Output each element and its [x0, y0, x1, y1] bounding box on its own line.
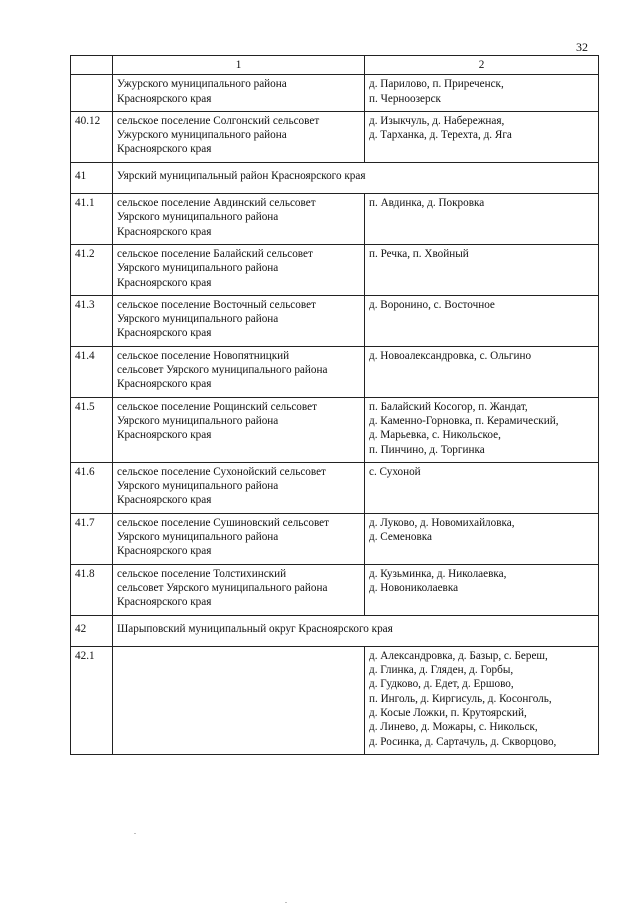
row-number-cell: 41.5: [71, 397, 113, 462]
table-row: [71, 646, 599, 754]
municipality-name-cell: сельское поселение Восточный сельсовет Уярского муниципального района Красноярского края: [113, 295, 365, 346]
row-number-cell: 41.2: [71, 244, 113, 295]
municipality-name-cell: сельское поселение Сухонойский сельсовет Уярского муниципального района Красноярского края: [113, 462, 365, 513]
municipality-name-cell: сельское поселение Авдинский сельсовет Уярского муниципального района Красноярского края: [113, 194, 365, 245]
table-row: [71, 75, 599, 112]
row-number-cell: 42: [71, 615, 113, 646]
row-number-cell: 40.12: [71, 111, 113, 162]
settlements-list-cell: с. Сухоной: [365, 462, 599, 513]
page-number: 32: [576, 40, 588, 54]
row-number-cell: [71, 75, 113, 112]
table-group-row: [71, 162, 599, 193]
row-number-cell: 41.6: [71, 462, 113, 513]
header-cell-empty: [71, 56, 113, 75]
table-row: [71, 194, 599, 245]
row-number-cell: 41.1: [71, 194, 113, 245]
table-row: [71, 513, 599, 564]
settlements-list-cell: д. Луково, д. Новомихайловка, д. Семеновка: [365, 513, 599, 564]
scan-mark: .: [285, 896, 287, 905]
table-header-row: [71, 56, 599, 75]
settlements-list-cell: д. Воронино, с. Восточное: [365, 295, 599, 346]
municipality-name-cell: Ужурского муниципального района Красноярского края: [113, 75, 365, 112]
row-number-cell: 42.1: [71, 646, 113, 754]
settlements-list-cell: д. Александровка, д. Базыр, с. Береш, д. Глинка, д. Гляден, д. Горбы, д. Гудково, д. Едет, д. Ершово, п. Инголь, д. Киргисуль, д. Косонголь, д. Косые Ложки, п. Крутоярский, д. Линево, д. Можары, с. Никольск, д. Росинка, д. Сартачуль, д. Скворцово,: [365, 646, 599, 754]
settlements-list-cell: п. Авдинка, д. Покровка: [365, 194, 599, 245]
municipality-name-cell: сельское поселение Рощинский сельсовет Уярского муниципального района Красноярского края: [113, 397, 365, 462]
settlements-list-cell: д. Изыкчуль, д. Набережная, д. Тарханка, д. Терехта, д. Яга: [365, 111, 599, 162]
settlements-list-cell: п. Речка, п. Хвойный: [365, 244, 599, 295]
settlements-list-cell: д. Новоалександровка, с. Ольгино: [365, 346, 599, 397]
table-row: [71, 462, 599, 513]
row-number-cell: 41: [71, 162, 113, 193]
row-number-cell: 41.8: [71, 564, 113, 615]
table-group-row: [71, 615, 599, 646]
table-row: [71, 111, 599, 162]
group-title-cell: Уярский муниципальный район Красноярского края: [113, 162, 599, 193]
municipality-name-cell: сельское поселение Новопятницкий сельсовет Уярского муниципального района Красноярского края: [113, 346, 365, 397]
table-row: [71, 564, 599, 615]
settlements-list-cell: д. Кузьминка, д. Николаевка, д. Новониколаевка: [365, 564, 599, 615]
settlements-list-cell: п. Балайский Косогор, п. Жандат, д. Каменно-Горновка, п. Керамический, д. Марьевка, с. Никольское, п. Пинчино, д. Торгинка: [365, 397, 599, 462]
municipality-name-cell: [113, 646, 365, 754]
settlements-table: [70, 55, 599, 755]
municipality-name-cell: сельское поселение Солгонский сельсовет Ужурского муниципального района Красноярского края: [113, 111, 365, 162]
row-number-cell: 41.3: [71, 295, 113, 346]
table-row: [71, 346, 599, 397]
municipality-name-cell: сельское поселение Балайский сельсовет Уярского муниципального района Красноярского края: [113, 244, 365, 295]
scan-mark: .: [134, 827, 136, 836]
header-cell-col2: 2: [365, 56, 599, 75]
table-row: [71, 244, 599, 295]
header-cell-col1: 1: [113, 56, 365, 75]
municipality-name-cell: сельское поселение Сушиновский сельсовет Уярского муниципального района Красноярского края: [113, 513, 365, 564]
row-number-cell: 41.4: [71, 346, 113, 397]
row-number-cell: 41.7: [71, 513, 113, 564]
settlements-list-cell: д. Парилово, п. Приреченск, п. Черноозерск: [365, 75, 599, 112]
group-title-cell: Шарыповский муниципальный округ Красноярского края: [113, 615, 599, 646]
table-row: [71, 295, 599, 346]
table-row: [71, 397, 599, 462]
municipality-name-cell: сельское поселение Толстихинский сельсовет Уярского муниципального района Красноярского края: [113, 564, 365, 615]
